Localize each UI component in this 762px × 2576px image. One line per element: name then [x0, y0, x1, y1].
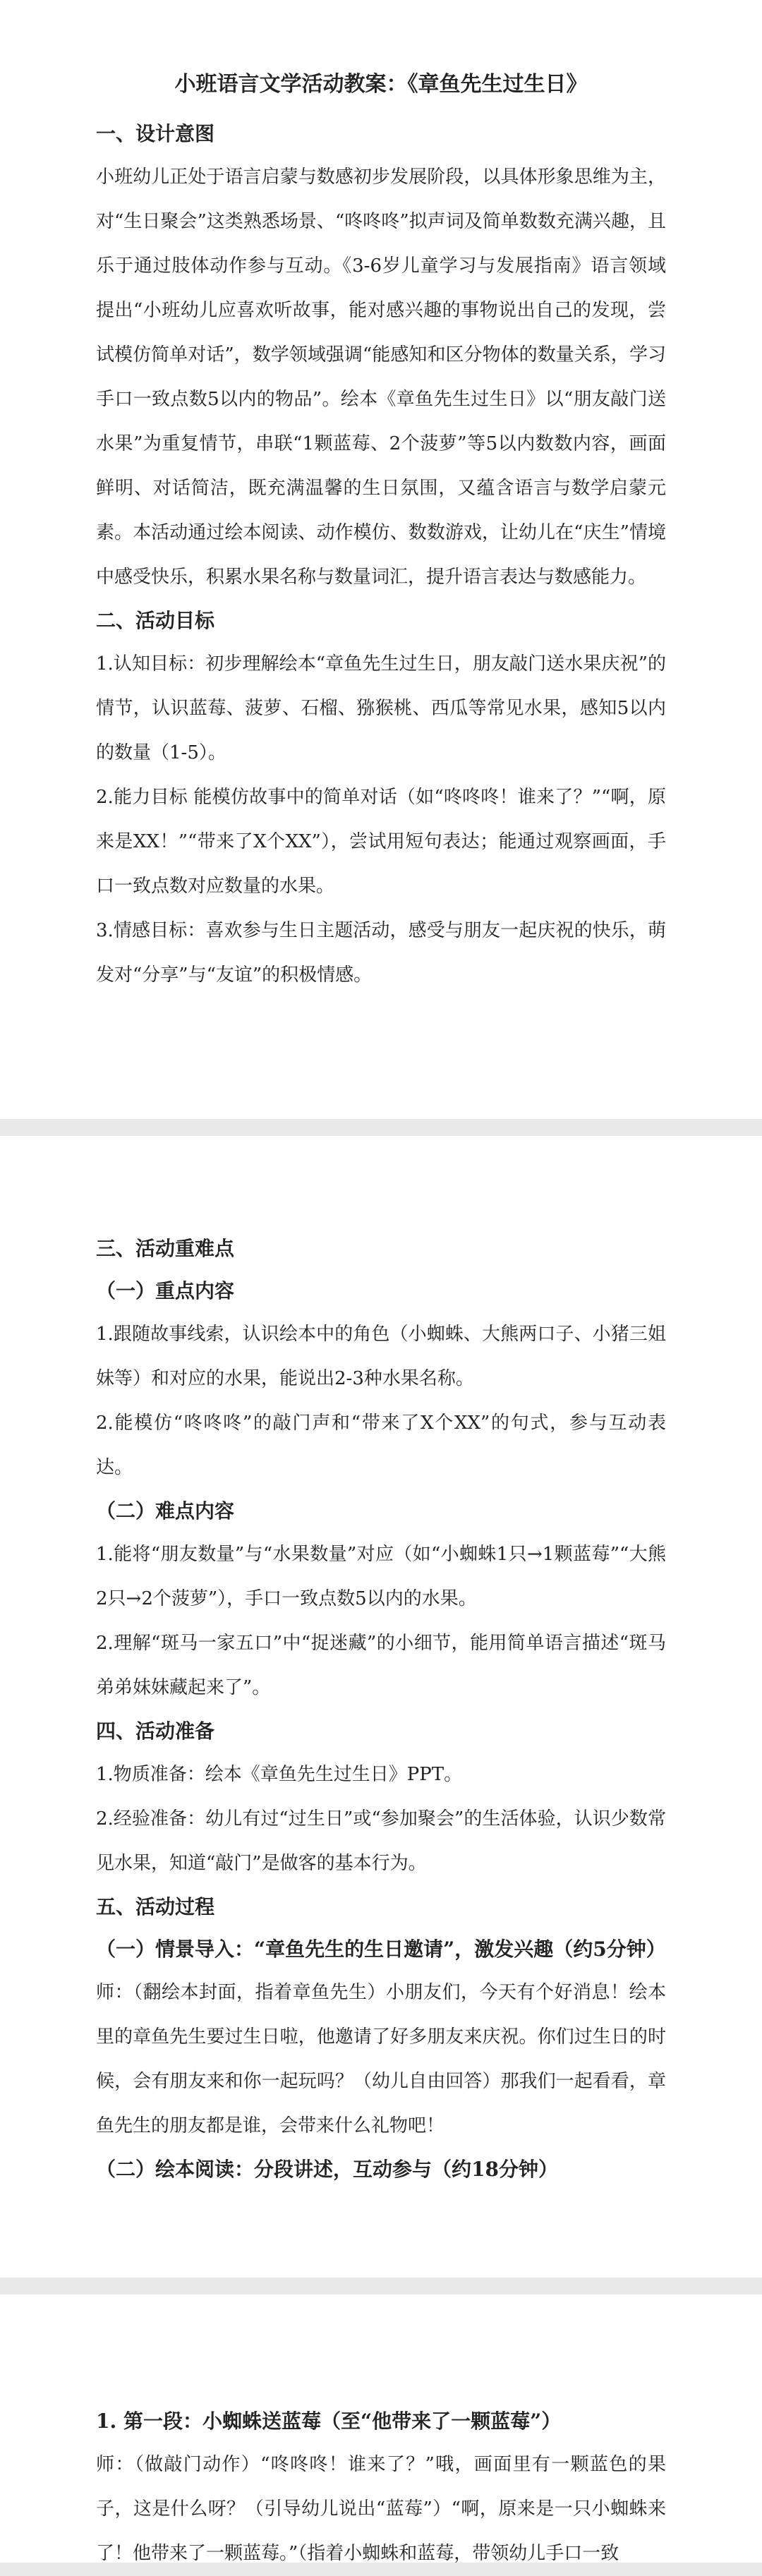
goal-ability: 2.能力目标 能模仿故事中的简单对话（如“咚咚咚！谁来了？”“啊，原来是XX！”“带来了X个XX”），尝试用短句表达；能通过观察画面，手口一致点数对应数量的水果。: [96, 787, 666, 897]
segment-1-heading: 1. 第一段：小蜘蛛送蓝莓（至“他带来了一颗蓝莓”）: [96, 2409, 562, 2433]
goal-emotion: 3.情感目标：喜欢参与生日主题活动，感受与朋友一起庆祝的快乐，萌发对“分享”与“友谊”的积极情感。: [96, 920, 666, 986]
preparation-material: 1.物质准备：绘本《章鱼先生过生日》PPT。: [96, 1764, 463, 1785]
goal-cognitive: 1.认知目标：初步理解绘本“章鱼先生过生日，朋友敲门送水果庆祝”的情节，认识蓝莓、菠萝、石榴、猕猴桃、西瓜等常见水果，感知5以内的数量（1-5）。: [96, 653, 666, 763]
step-1-heading: （一）情景导入：“章鱼先生的生日邀请”，激发兴趣（约5分钟）: [96, 1937, 666, 1961]
step-1-paragraph: 师：（翻绘本封面，指着章鱼先生）小朋友们，今天有个好消息！绘本里的章鱼先生要过生日啦，他邀请了好多朋友来庆祝。你们过生日的时候，会有朋友来和你一起玩吗？（幼儿自由回答）那我们一起看看，章鱼先生的朋友都是谁，会带来什么礼物吧！: [96, 1982, 666, 2136]
section-5-heading: 五、活动过程: [96, 1895, 215, 1918]
segment-1-paragraph: 师：（做敲门动作）“咚咚咚！谁来了？”哦，画面里有一颗蓝色的果子，这是什么呀？（引导幼儿说出“蓝莓”）“啊，原来是一只小蜘蛛来了！他带来了一颗蓝莓。”（指着小蜘蛛和蓝莓，带领幼儿手口一致: [96, 2454, 666, 2564]
document-page-3: [0, 2294, 762, 2563]
difficult-point-1: 1.能将“朋友数量”与“水果数量”对应（如“小蜘蛛1只→1颗蓝莓”“大熊2只→2个菠萝”），手口一致点数5以内的水果。: [96, 1544, 666, 1609]
section-1-heading: 一、设计意图: [96, 122, 215, 145]
section-4-heading: 四、活动准备: [96, 1719, 215, 1743]
key-point-1: 1.跟随故事线索，认识绘本中的角色（小蜘蛛、大熊两口子、小猪三姐妹等）和对应的水果，能说出2-3种水果名称。: [96, 1324, 666, 1389]
design-intent-paragraph: 小班幼儿正处于语言启蒙与数感初步发展阶段，以具体形象思维为主，对“生日聚会”这类熟悉场景、“咚咚咚”拟声词及简单数数充满兴趣，且乐于通过肢体动作参与互动。《3-6岁儿童学习与发展指南》语言领域提出“小班幼儿应喜欢听故事，能对感兴趣的事物说出自己的发现，尝试模仿简单对话”，数学领域强调“能感知和区分物体的数量关系，学习手口一致点数5以内的物品”。绘本《章鱼先生过生日》以“朋友敲门送水果”为重复情节，串联“1颗蓝莓、2个菠萝”等5以内数数内容，画面鲜明、对话简洁，既充满温馨的生日氛围，又蕴含语言与数学启蒙元素。本活动通过绘本阅读、动作模仿、数数游戏，让幼儿在“庆生”情境中感受快乐，积累水果名称与数量词汇，提升语言表达与数感能力。: [96, 167, 666, 588]
section-2-heading: 二、活动目标: [96, 609, 215, 632]
document-title: 小班语言文学活动教案：《章鱼先生过生日》: [174, 72, 588, 97]
step-2-heading: （二）绘本阅读：分段讲述，互动参与（约18分钟）: [96, 2158, 558, 2181]
difficult-point-2: 2.理解“斑马一家五口”中“捉迷藏”的小细节，能用简单语言描述“斑马弟弟妹妹藏起来了”。: [96, 1633, 666, 1698]
section-3-heading: 三、活动重难点: [96, 1237, 235, 1260]
document-page-1: [0, 0, 762, 1119]
key-points-heading: （一）重点内容: [96, 1279, 235, 1302]
difficult-points-heading: （二）难点内容: [96, 1499, 235, 1523]
document-page-2: [0, 1136, 762, 2278]
preparation-experience: 2.经验准备：幼儿有过“过生日”或“参加聚会”的生活体验，认识少数常见水果，知道“敲门”是做客的基本行为。: [96, 1808, 666, 1874]
key-point-2: 2.能模仿“咚咚咚”的敲门声和“带来了X个XX”的句式，参与互动表达。: [96, 1413, 666, 1478]
